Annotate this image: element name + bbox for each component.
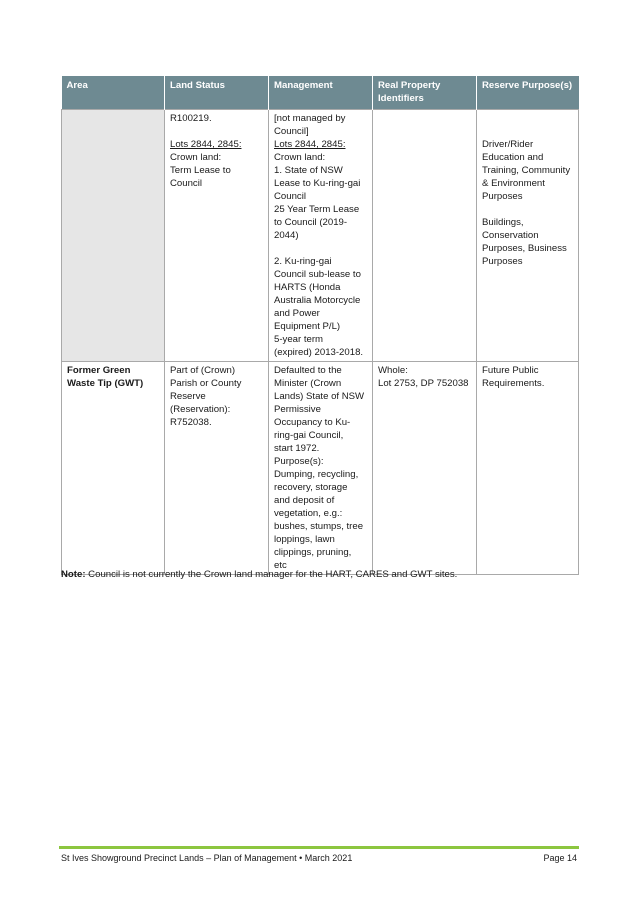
management-line: Council — [274, 191, 306, 202]
real-property-line: Whole: — [378, 365, 408, 376]
reserve-purpose-line: Buildings, — [482, 217, 524, 228]
area-cell — [62, 362, 165, 575]
management-line: Minister (Crown — [274, 378, 342, 389]
land-status-line: Parish or County — [170, 378, 242, 389]
management-line: 5-year term — [274, 334, 324, 345]
header-area: Area — [62, 76, 165, 110]
reserve-purpose-cell — [477, 362, 579, 575]
reserve-purpose-cell — [477, 110, 579, 362]
real-property-cell — [373, 362, 477, 575]
management-line: Australia Motorcycle — [274, 295, 361, 306]
management-line: vegetation, e.g.: — [274, 508, 343, 519]
management-line: 2044) — [274, 230, 299, 241]
footer-document-title: St Ives Showground Precinct Lands – Plan of Management • March 2021 — [61, 853, 353, 863]
land-status-line: Term Lease to — [170, 165, 231, 176]
management-line: loppings, lawn — [274, 534, 335, 545]
management-line: HARTS (Honda — [274, 282, 341, 293]
note-text: Council is not currently the Crown land manager for the HART, CARES and GWT sites. — [85, 569, 458, 580]
management-line: and Power — [274, 308, 320, 319]
header-management: Management — [269, 76, 373, 110]
management-line: etc — [274, 560, 287, 571]
reserve-purpose-line: Purposes — [482, 191, 523, 202]
reserve-purpose-line: Purposes, Business — [482, 243, 567, 254]
header-reserve-purposes: Reserve Purpose(s) — [477, 76, 579, 110]
reserve-purpose-line: Education and — [482, 152, 544, 163]
management-cell — [269, 110, 373, 362]
management-line: to Council (2019- — [274, 217, 348, 228]
land-status-line: Part of (Crown) — [170, 365, 236, 376]
management-cell — [269, 362, 373, 575]
land-status-line: Council — [170, 178, 202, 189]
table-header-row — [62, 76, 579, 110]
management-line: 25 Year Term Lease — [274, 204, 360, 215]
management-line: 1. State of NSW — [274, 165, 343, 176]
management-line: Dumping, recycling, — [274, 469, 359, 480]
management-line: Defaulted to the — [274, 365, 342, 376]
land-status-lots-heading: Lots 2844, 2845: — [170, 139, 242, 150]
land-status-cell — [165, 362, 269, 575]
land-status-line: Reserve — [170, 391, 206, 402]
table-note — [61, 568, 457, 581]
land-status-line: (Reservation): — [170, 404, 231, 415]
management-line: Lands) State of NSW — [274, 391, 365, 402]
table-row — [62, 110, 579, 362]
management-line: [not managed by — [274, 113, 346, 124]
management-line: Lease to Ku-ring-gai — [274, 178, 361, 189]
area-cell — [62, 110, 165, 362]
management-line: bushes, stumps, tree — [274, 521, 364, 532]
area-line: Waste Tip (GWT) — [67, 378, 144, 389]
management-line: and deposit of — [274, 495, 335, 506]
management-line: (expired) 2013-2018. — [274, 347, 364, 358]
land-status-line: R752038. — [170, 417, 212, 428]
management-lots-heading: Lots 2844, 2845: — [274, 139, 346, 150]
reserve-purpose-line: & Environment — [482, 178, 545, 189]
management-line: Permissive — [274, 404, 321, 415]
table-row — [62, 362, 579, 575]
header-land-status: Land Status — [165, 76, 269, 110]
reserve-purpose-line: Training, Community — [482, 165, 571, 176]
management-line: clippings, pruning, — [274, 547, 352, 558]
management-line: Council] — [274, 126, 309, 137]
management-line: ring-gai Council, — [274, 430, 344, 441]
management-line: start 1972. — [274, 443, 320, 454]
area-line: Former Green — [67, 365, 131, 376]
land-status-cell — [165, 110, 269, 362]
reserve-purpose-line: Conservation — [482, 230, 539, 241]
note-label: Note: — [61, 569, 86, 580]
footer-page-number: Page 14 — [543, 853, 577, 863]
management-line: Council sub-lease to — [274, 269, 361, 280]
management-line: Crown land: — [274, 152, 326, 163]
management-line: Occupancy to Ku- — [274, 417, 351, 428]
management-line: recovery, storage — [274, 482, 348, 493]
real-property-cell — [373, 110, 477, 362]
land-status-reserve-number: R100219. — [170, 113, 212, 124]
real-property-line: Lot 2753, DP 752038 — [378, 378, 469, 389]
header-real-property-identifiers: Real Property Identifiers — [373, 76, 477, 110]
management-line: Purpose(s): — [274, 456, 324, 467]
reserve-purpose-line: Driver/Rider — [482, 139, 534, 150]
management-line: 2. Ku-ring-gai — [274, 256, 332, 267]
reserve-purpose-line: Purposes — [482, 256, 523, 267]
footer-divider — [59, 846, 579, 849]
management-line: Equipment P/L) — [274, 321, 341, 332]
reserve-purpose-line: Future Public — [482, 365, 539, 376]
reserve-purpose-line: Requirements. — [482, 378, 545, 389]
land-status-table — [61, 76, 579, 575]
land-status-line: Crown land: — [170, 152, 222, 163]
